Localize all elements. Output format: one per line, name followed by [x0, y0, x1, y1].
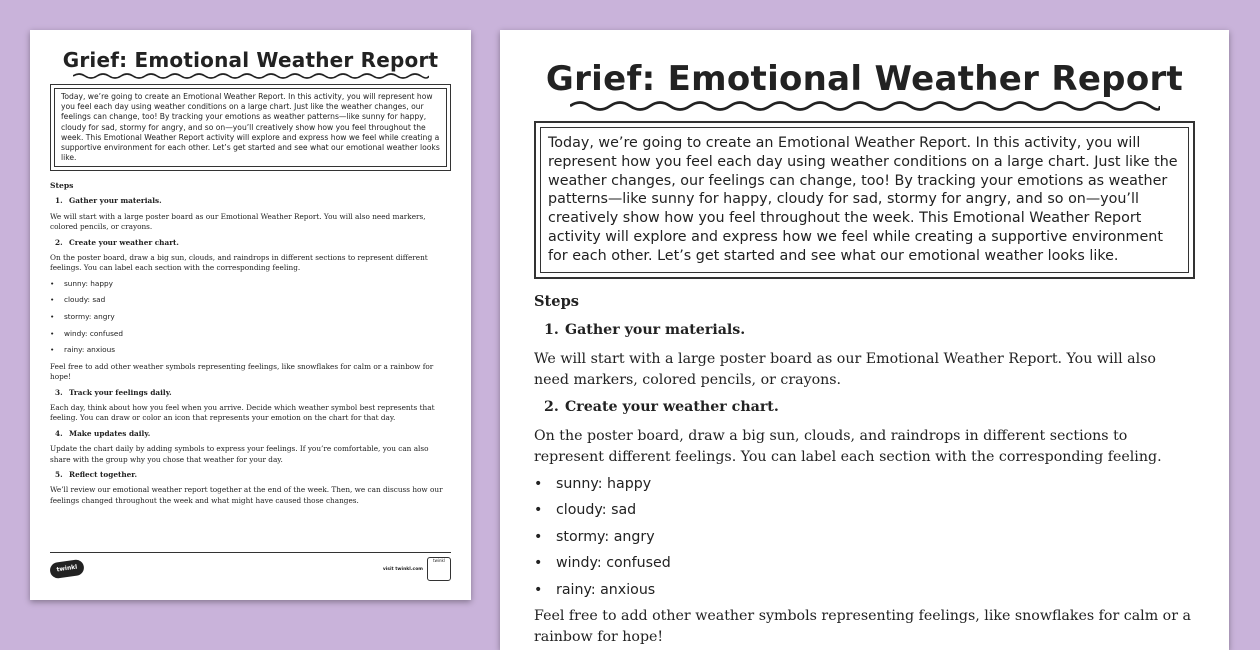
steps-body	[534, 320, 1195, 649]
list-item: • windy: confused	[534, 555, 671, 572]
page-footer	[50, 552, 451, 583]
visit-link: visit twinkl.com	[382, 567, 423, 572]
title-underline-wave	[570, 99, 1160, 113]
step-heading: 2. Create your weather chart.	[55, 237, 179, 247]
step-text: We will start with a large poster board as our Emotional Weather Report. You will also need markers, colored pencils, or crayons.	[50, 211, 426, 232]
step-heading: 3. Track your feelings daily.	[55, 387, 172, 397]
step-heading: 1. Gather your materials.	[544, 321, 746, 338]
title-underline-wave	[73, 72, 429, 80]
step-heading: 1. Gather your materials.	[55, 196, 162, 206]
worksheet-zoomed	[500, 30, 1229, 650]
list-item: • stormy: angry	[50, 312, 115, 322]
step-text: Feel free to add other weather symbols representing feelings, like snowflakes for calm or a rainbow for hope!	[534, 608, 1191, 646]
step-text: Feel free to add other weather symbols representing feelings, like snowflakes for calm or a rainbow for hope!	[50, 361, 434, 382]
list-item: • rainy: anxious	[534, 581, 656, 598]
steps-heading: Steps	[534, 292, 579, 310]
twinkl-logo: twinkl	[49, 559, 85, 580]
step-text: On the poster board, draw a big sun, clouds, and raindrops in different sections to represent different feelings. You can label each section with the corresponding feeling.	[534, 427, 1162, 465]
steps-heading: Steps	[50, 181, 74, 191]
list-item: • cloudy: sad	[50, 295, 106, 305]
list-item: • stormy: angry	[534, 528, 655, 545]
worksheet-thumbnail	[30, 30, 471, 600]
step-text: On the poster board, draw a big sun, clouds, and raindrops in different sections to represent different feelings. You can label each section with the corresponding feeling.	[50, 253, 428, 273]
list-item: • windy: confused	[50, 328, 124, 338]
list-item: • sunny: happy	[50, 278, 113, 288]
step-text: Update the chart daily by adding symbols to express your feelings. If you’re comfortable, you can also share with the group why you chose that weather for your day.	[50, 444, 429, 464]
steps-body	[50, 196, 451, 506]
page-title: Grief: Emotional Weather Report	[62, 48, 439, 72]
step-text: We’ll review our emotional weather report together at the end of the week. Then, we can discuss how our feelings changed throughout the week and what might have caused those changes.	[50, 485, 443, 505]
step-text: We will start with a large poster board as our Emotional Weather Report. You will also need markers, colored pencils, or crayons.	[534, 350, 1156, 388]
list-item: • sunny: happy	[534, 475, 652, 492]
intro-box: Today, we’re going to create an Emotional Weather Report. In this activity, you will represent how you feel each day using weather conditions on a large chart. Just like the weather changes, our feelings can change, too! By tracking your emotions as weather patterns—like sunny for happy, cloudy for sad, stormy for angry, and so on—you’ll creatively show how you feel throughout the week. This Emotional Weather Report activity will explore and express how we feel while creating a supportive environment for each other. Let’s get started and see what our emotional weather looks like.	[534, 121, 1195, 279]
step-text: Each day, think about how you feel when you arrive. Decide which weather symbol best represents that feeling. You can draw or color an icon that represents your emotion on the chart for that day.	[50, 403, 435, 423]
list-item: • cloudy: sad	[534, 502, 637, 519]
feelings-list	[50, 279, 451, 356]
badge-icon: twinkl	[427, 557, 451, 581]
intro-box: Today, we’re going to create an Emotional Weather Report. In this activity, you will represent how you feel each day using weather conditions on a large chart. Just like the weather changes, our feelings can change, too! By tracking your emotions as weather patterns—like sunny for happy, cloudy for sad, stormy for angry, and so on—you’ll creatively show how you feel throughout the week. This Emotional Weather Report activity will explore and express how we feel while creating a supportive environment for each other. Let’s get started and see what our emotional weather looks like.	[50, 84, 451, 171]
step-heading: 4. Make updates daily.	[55, 428, 151, 438]
step-heading: 5. Reflect together.	[55, 470, 138, 480]
feelings-list	[534, 474, 1195, 601]
step-heading: 2. Create your weather chart.	[544, 398, 779, 415]
list-item: • rainy: anxious	[50, 345, 116, 355]
page-title: Grief: Emotional Weather Report	[545, 59, 1184, 99]
